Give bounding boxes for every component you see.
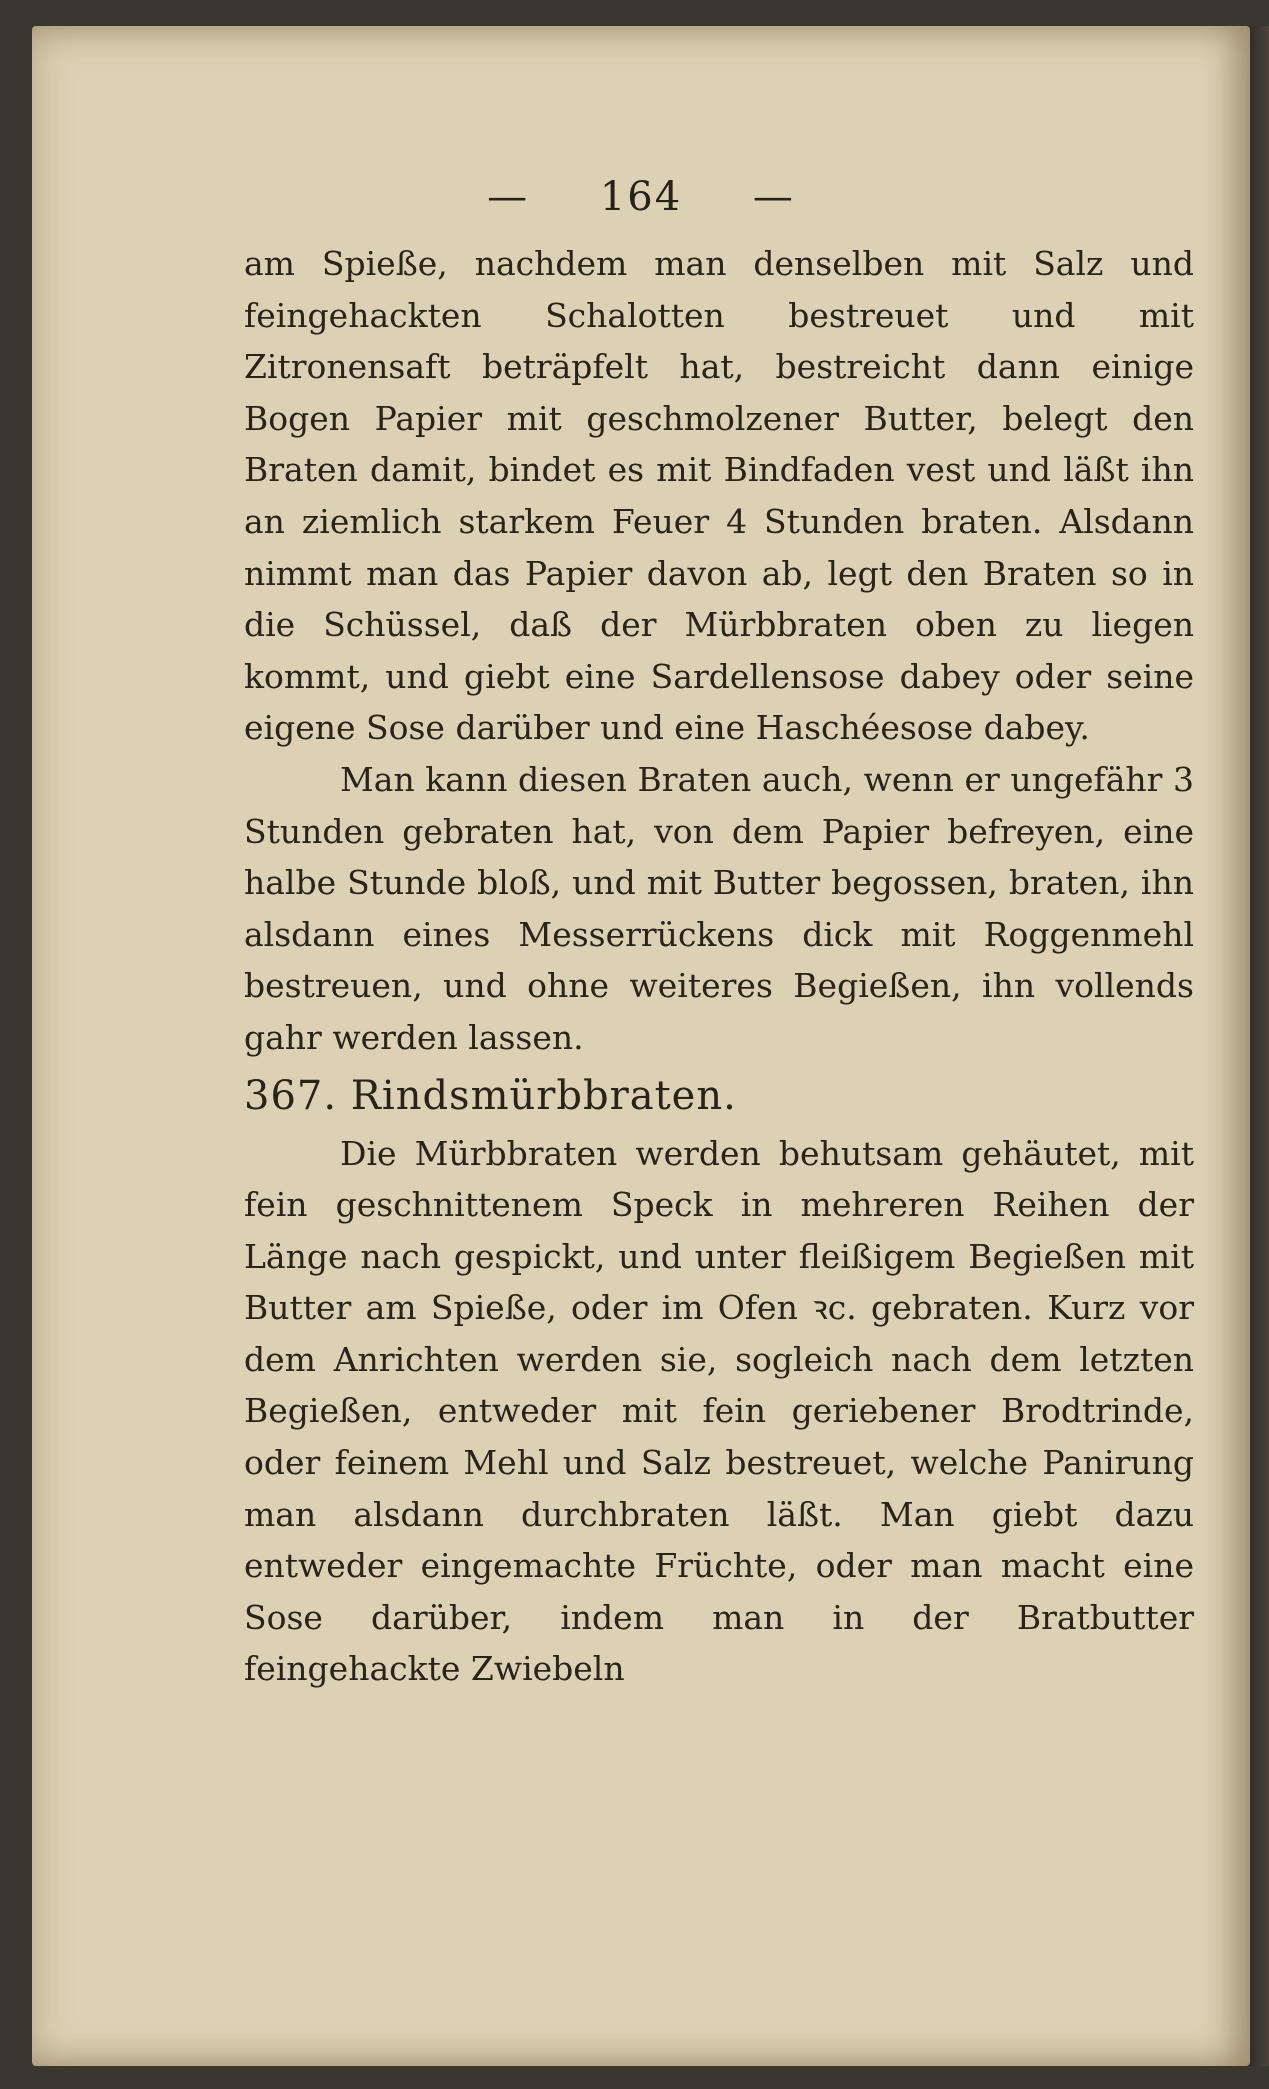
header-dash-left: — [487, 174, 530, 220]
recipe-paragraph: Die Mürbbraten werden behutsam gehäutet, mit fein geschnittenem Speck in mehreren Reihen der Länge nach gespickt, und unter fleißigem Begießen mit Butter am Spieße, oder im Ofen ꝛc. gebraten. Kurz vor dem Anrichten werden sie, sogleich nach dem letzten Begießen, entweder mit fein geriebener Brodtrinde, oder feinem Mehl und Salz bestreuet, welche Panirung man alsdann durchbraten läßt. Man giebt dazu entweder eingemachte Früchte, oder man macht eine Sose darüber, indem man in der Bratbutter feingehackte Zwiebeln [244, 1133, 1194, 1689]
recipe-heading: 367. Rindsmürbbraten. [244, 1072, 737, 1119]
page-number: 164 [599, 174, 683, 220]
page-header [32, 174, 1250, 220]
header-dash-right: — [752, 174, 795, 220]
paragraph-variant: Man kann diesen Braten auch, wenn er ungefähr 3 Stunden gebraten hat, von dem Papier befreyen, eine halbe Stunde bloß, und mit Butter begossen, braten, ihn alsdann eines Messerrückens dick mit Roggenmehl bestreuen, und ohne weiteres Begießen, ihn vollends gahr werden lassen. [244, 759, 1194, 1057]
book-page [32, 26, 1250, 2066]
book-gutter [1247, 26, 1269, 2066]
page-body [244, 238, 1194, 1695]
paragraph-continuation: am Spieße, nachdem man denselben mit Salz und feingehackten Schalotten bestreuet und mit Zitronensaft beträpfelt hat, bestreicht dann einige Bogen Papier mit geschmolzener Butter, belegt den Braten damit, bindet es mit Bindfaden vest und läßt ihn an ziemlich starkem Feuer 4 Stunden braten. Alsdann nimmt man das Papier davon ab, legt den Braten so in die Schüssel, daß der Mürbbraten oben zu liegen kommt, und giebt eine Sardellensose dabey oder seine eigene Sose darüber und eine Haschéesose dabey. [244, 244, 1194, 748]
